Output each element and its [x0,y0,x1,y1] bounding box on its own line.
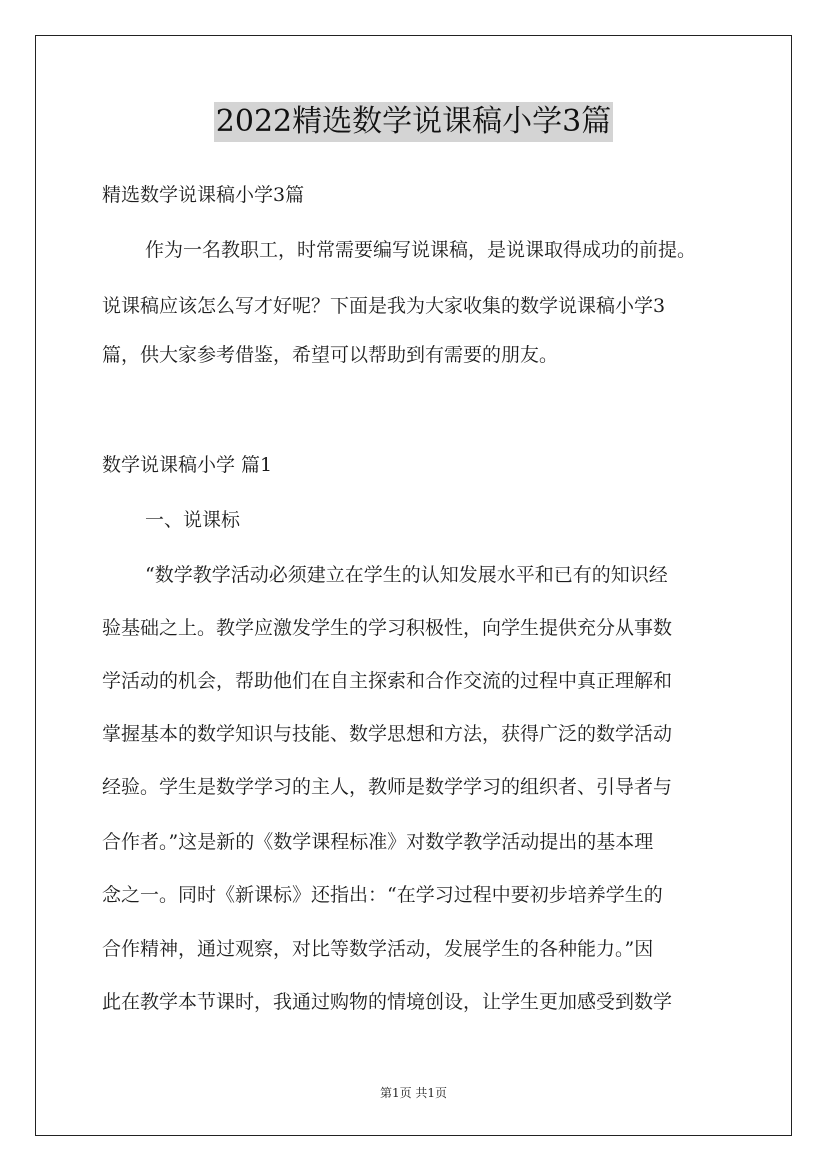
body-line: 此在教学本节课时，我通过购物的情境创设，让学生更加感受到数学 [102,991,673,1013]
intro-line: 说课稿应该怎么写才好呢？下面是我为大家收集的数学说课稿小学3 [102,295,666,317]
document-subtitle: 精选数学说课稿小学3篇 [102,184,305,206]
intro-line: 作为一名教职工，时常需要编写说课稿，是说课取得成功的前提。 [145,239,697,261]
document-title: 2022精选数学说课稿小学3篇 [214,102,613,142]
body-line: 掌握基本的数学知识与技能、数学思想和方法，获得广泛的数学活动 [102,723,673,745]
body-line: 学活动的机会，帮助他们在自主探索和合作交流的过程中真正理解和 [102,670,673,692]
title-container [0,102,827,142]
body-line: 验基础之上。教学应激发学生的学习积极性，向学生提供充分从事数 [102,617,673,639]
subheading: 一、说课标 [145,509,241,531]
body-line: 经验。学生是数学学习的主人，教师是数学学习的组织者、引导者与 [102,776,673,798]
body-line: 合作者。”这是新的《数学课程标准》对数学教学活动提出的基本理 [102,831,654,853]
body-line: 合作精神，通过观察，对比等数学活动，发展学生的各种能力。”因 [102,938,654,960]
section-heading: 数学说课稿小学 篇1 [102,454,273,476]
body-line: “数学教学活动必须建立在学生的认知发展水平和已有的知识经 [145,564,668,586]
page-footer: 第1页 共1页 [379,1086,448,1100]
intro-line: 篇，供大家参考借鉴，希望可以帮助到有需要的朋友。 [102,344,559,366]
body-line: 念之一。同时《新课标》还指出：“在学习过程中要初步培养学生的 [102,884,663,906]
